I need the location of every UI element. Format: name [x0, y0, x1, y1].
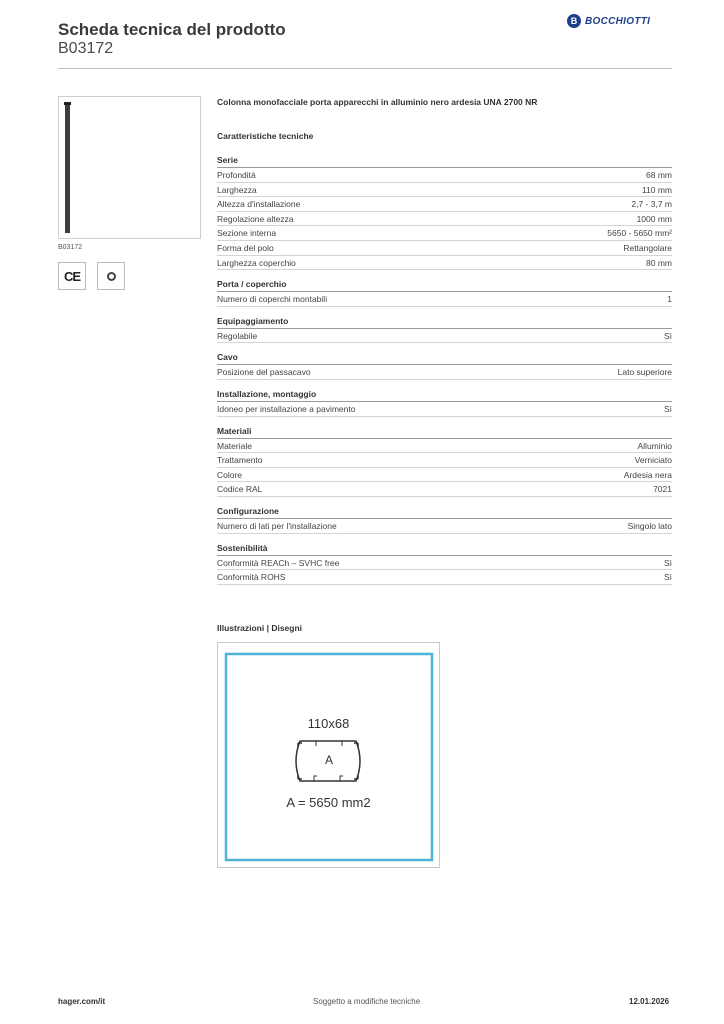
spec-row [217, 226, 672, 241]
ce-mark-icon: CE [58, 262, 86, 290]
profile-corner-br [354, 775, 358, 779]
header-divider [58, 68, 672, 69]
profile-corner-bl [298, 775, 302, 779]
spec-section [217, 277, 672, 307]
spec-section [217, 387, 672, 417]
spec-label: Trattamento [217, 455, 263, 466]
spec-value: Sì [663, 403, 672, 414]
spec-row [217, 183, 672, 198]
spec-row [217, 241, 672, 256]
spec-label: Numero di lati per l'installazione [217, 520, 337, 531]
spec-row [217, 570, 672, 585]
page-title: Scheda tecnica del prodotto [58, 20, 286, 39]
section-letter: A [324, 753, 334, 767]
spec-section-title: Installazione, montaggio [217, 387, 672, 402]
spec-value: Alluminio [637, 440, 672, 451]
brand-mark-icon: B [567, 14, 581, 28]
spec-row [217, 292, 672, 307]
product-code: B03172 [58, 40, 114, 57]
specs-title: Caratteristiche tecniche [217, 131, 314, 141]
spec-value: Verniciato [634, 455, 672, 466]
spec-label: Larghezza [217, 184, 257, 195]
spec-row [217, 365, 672, 380]
spec-section [217, 314, 672, 344]
spec-section-title: Configurazione [217, 504, 672, 519]
spec-section-title: Cavo [217, 350, 672, 365]
spec-label: Forma del polo [217, 242, 274, 253]
spec-row [217, 329, 672, 344]
footer-website[interactable]: hager.com/it [58, 997, 106, 1006]
spec-label: Materiale [217, 440, 252, 451]
spec-section-title: Sostenibilità [217, 541, 672, 556]
spec-value: 68 mm [646, 170, 672, 180]
dimension-label: 110x68 [307, 716, 350, 731]
spec-section [217, 350, 672, 380]
spec-value: 80 mm [646, 257, 672, 268]
spec-label: Idoneo per installazione a pavimento [217, 403, 356, 414]
spec-label: Numero di coperchi montabili [217, 294, 328, 305]
spec-value: Sì [663, 572, 672, 583]
technical-drawing [217, 642, 440, 868]
area-label: A = 5650 mm2 [286, 795, 371, 810]
spec-value: 2,7 - 3,7 m [631, 199, 672, 210]
spec-value: 1 [667, 294, 672, 305]
spec-label: Colore [217, 469, 243, 480]
spec-label: Conformità REACh – SVHC free [217, 557, 340, 568]
product-image [58, 96, 201, 239]
pole-cap [64, 102, 71, 105]
spec-label: Profondità [217, 170, 256, 180]
spec-section [217, 504, 672, 534]
footer-date: 12.01.2026 [629, 997, 670, 1006]
spec-value: 110 mm [641, 184, 672, 195]
spec-value: Lato superiore [617, 367, 672, 378]
brand-name: BOCCHIOTTI [585, 15, 651, 27]
spec-section [217, 424, 672, 497]
spec-section-title: Materiali [217, 424, 672, 439]
spec-row [217, 256, 672, 271]
spec-value: Sì [663, 557, 672, 568]
spec-label: Larghezza coperchio [217, 257, 296, 268]
spec-row [217, 468, 672, 483]
spec-value: Sì [663, 330, 672, 341]
spec-section-title: Equipaggiamento [217, 314, 672, 329]
spec-row [217, 168, 672, 183]
drawing-graphic [218, 643, 441, 869]
pole-image [65, 103, 70, 233]
spec-section-title: Porta / coperchio [217, 277, 672, 292]
spec-label: Conformità ROHS [217, 572, 286, 583]
spec-label: Regolazione altezza [217, 213, 294, 224]
spec-value: 5650 - 5650 mm² [607, 228, 672, 239]
spec-label: Codice RAL [217, 484, 263, 495]
spec-row [217, 556, 672, 571]
product-description: Colonna monofacciale porta apparecchi in alluminio nero ardesia UNA 2700 NR [217, 97, 538, 107]
certification-dot [107, 272, 116, 281]
brand-logo [567, 14, 650, 28]
footer-note: Soggetto a modifiche tecniche [313, 997, 421, 1006]
spec-row [217, 197, 672, 212]
spec-row [217, 453, 672, 468]
spec-value: Singolo lato [627, 520, 672, 531]
spec-label: Posizione del passacavo [217, 367, 311, 378]
spec-value: Ardesia nera [623, 469, 672, 480]
spec-section-title: Serie [217, 153, 672, 168]
spec-row [217, 439, 672, 454]
spec-row [217, 519, 672, 534]
spec-row [217, 212, 672, 227]
spec-label: Sezione interna [217, 228, 277, 239]
spec-value: 1000 mm [636, 213, 672, 224]
spec-value: 7021 [653, 484, 672, 495]
product-image-caption: B03172 [58, 244, 83, 251]
spec-row [217, 482, 672, 497]
profile-corner-tl [298, 743, 302, 747]
spec-row [217, 402, 672, 417]
certification-mark-icon [97, 262, 125, 290]
illustrations-title: Illustrazioni | Disegni [217, 623, 303, 633]
spec-label: Altezza d'installazione [217, 199, 301, 210]
spec-section [217, 541, 672, 585]
spec-value: Rettangolare [623, 242, 672, 253]
spec-section [217, 153, 672, 270]
profile-corner-tr [354, 743, 358, 747]
spec-label: Regolabile [217, 330, 258, 341]
specs-table [217, 153, 672, 592]
